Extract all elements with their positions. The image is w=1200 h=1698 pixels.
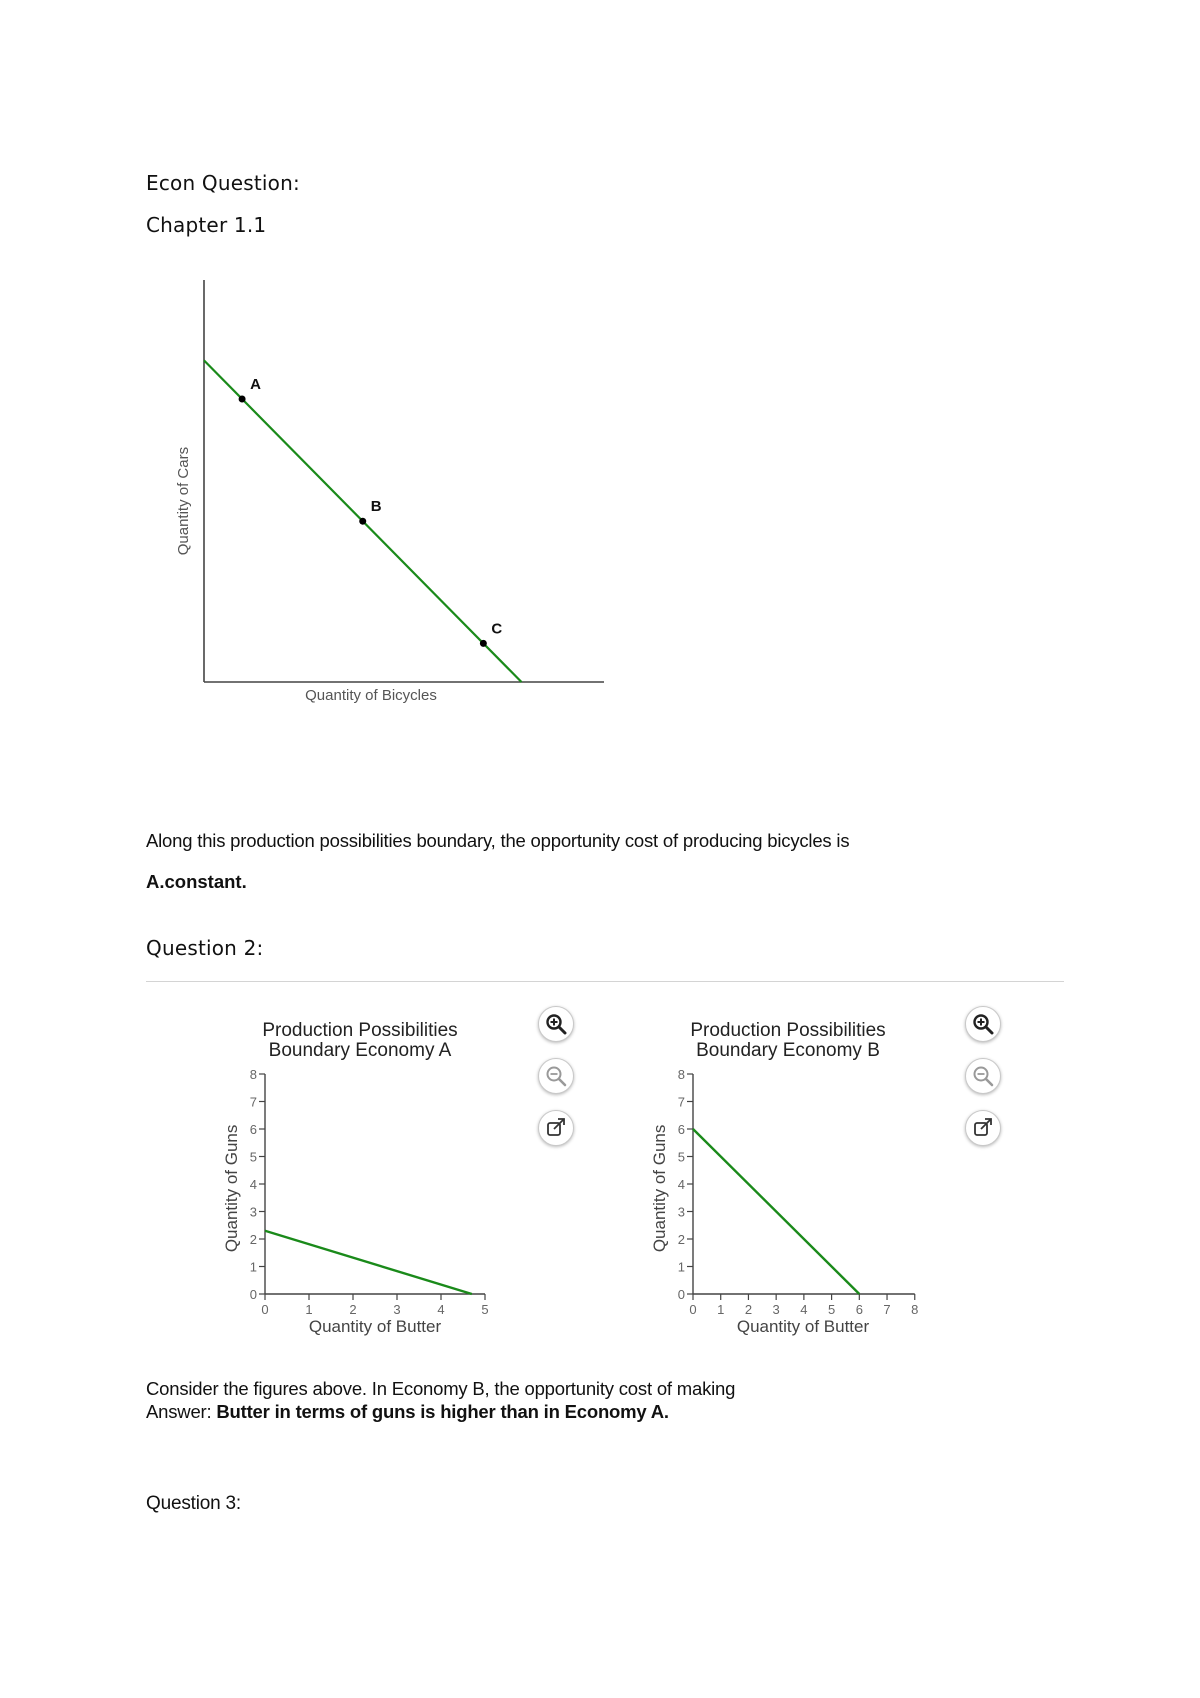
- x-axis-label: Quantity of Butter: [736, 1317, 870, 1336]
- x-tick-label: 2: [349, 1302, 357, 1317]
- question-2-text: Consider the figures above. In Economy B, the opportunity cost of making: [146, 1378, 736, 1399]
- point-label-b: B: [370, 498, 382, 516]
- x-axis-label: Quantity of Bicycles: [305, 687, 437, 704]
- x-tick-label: 5: [481, 1302, 489, 1317]
- y-tick-label: 3: [249, 1204, 257, 1220]
- zoom-in-icon: [972, 1013, 994, 1035]
- chart-a-toolbar: [538, 1006, 574, 1146]
- y-tick-label: 0: [677, 1287, 685, 1302]
- y-tick-label: 2: [677, 1232, 685, 1247]
- x-tick-label: 4: [800, 1302, 808, 1317]
- popout-button[interactable]: [538, 1110, 574, 1146]
- y-tick-label: 1: [249, 1259, 257, 1275]
- chart-title-line-1: Production Possibilities: [690, 1020, 886, 1041]
- page-heading: Econ Question:: [146, 171, 300, 195]
- point-c: [480, 640, 487, 647]
- y-axis-label: Quantity of Cars: [175, 446, 192, 556]
- y-tick-label: 1: [677, 1259, 685, 1275]
- x-tick-label: 6: [855, 1302, 863, 1317]
- chapter-label: Chapter 1.1: [146, 213, 267, 237]
- question-1-text: Along this production possibilities boundary, the opportunity cost of producing bicycles is: [146, 830, 850, 851]
- ppb-economy-a-chart: [210, 1010, 510, 1360]
- x-tick-label: 8: [911, 1302, 919, 1317]
- zoom-out-icon: [972, 1065, 994, 1087]
- y-tick-label: 6: [249, 1122, 257, 1137]
- ppb-line: [265, 1231, 472, 1294]
- question-2-heading: Question 2:: [146, 936, 264, 960]
- question-2-answer: Butter in terms of guns is higher than in Economy A.: [216, 1401, 669, 1422]
- ppb-line: [693, 1129, 859, 1294]
- x-tick-label: 3: [393, 1302, 401, 1317]
- point-b: [359, 518, 366, 525]
- zoom-in-button[interactable]: [965, 1006, 1001, 1042]
- x-axis-label: Quantity of Butter: [308, 1317, 442, 1336]
- chart-title-line-2: Boundary Economy A: [268, 1040, 452, 1061]
- ppb-cars-bicycles-chart: [170, 270, 620, 710]
- y-tick-label: 2: [249, 1232, 257, 1247]
- popout-button[interactable]: [965, 1110, 1001, 1146]
- x-tick-label: 1: [717, 1302, 725, 1317]
- y-tick-label: 3: [677, 1204, 685, 1220]
- x-tick-label: 1: [305, 1302, 313, 1317]
- zoom-out-button[interactable]: [538, 1058, 574, 1094]
- popout-icon: [545, 1117, 567, 1139]
- y-tick-label: 4: [249, 1177, 257, 1192]
- y-tick-label: 5: [249, 1149, 257, 1165]
- zoom-out-icon: [545, 1065, 567, 1087]
- y-tick-label: 7: [677, 1094, 685, 1110]
- chart-title-line-2: Boundary Economy B: [696, 1040, 880, 1061]
- x-tick-label: 0: [689, 1302, 697, 1317]
- x-tick-label: 0: [261, 1302, 269, 1317]
- answer-prefix: Answer:: [146, 1401, 217, 1422]
- divider: [146, 981, 1064, 982]
- zoom-in-icon: [545, 1013, 567, 1035]
- y-tick-label: 7: [249, 1094, 257, 1110]
- point-a: [239, 395, 246, 402]
- chart-title-line-1: Production Possibilities: [262, 1020, 458, 1041]
- y-tick-label: 8: [249, 1067, 257, 1082]
- zoom-in-button[interactable]: [538, 1006, 574, 1042]
- chart-b-toolbar: [965, 1006, 1001, 1146]
- point-label-c: C: [491, 620, 503, 638]
- y-tick-label: 6: [677, 1122, 685, 1137]
- y-tick-label: 5: [677, 1149, 685, 1165]
- question-1-answer: A.constant.: [146, 871, 247, 892]
- point-label-a: A: [250, 375, 261, 393]
- x-tick-label: 2: [744, 1302, 753, 1317]
- question-3-heading: Question 3:: [146, 1493, 241, 1514]
- question-2-answer-line: [146, 1401, 669, 1423]
- ppb-economy-b-chart: [638, 1010, 938, 1360]
- x-tick-label: 7: [883, 1302, 891, 1317]
- y-tick-label: 4: [677, 1177, 685, 1192]
- y-axis-label: Quantity of Guns: [650, 1124, 669, 1253]
- x-tick-label: 4: [437, 1302, 445, 1317]
- y-axis-label: Quantity of Guns: [222, 1124, 241, 1253]
- y-tick-label: 0: [249, 1287, 257, 1302]
- zoom-out-button[interactable]: [965, 1058, 1001, 1094]
- popout-icon: [972, 1117, 994, 1139]
- x-tick-label: 3: [772, 1302, 780, 1317]
- y-tick-label: 8: [677, 1067, 685, 1082]
- x-tick-label: 5: [827, 1302, 836, 1317]
